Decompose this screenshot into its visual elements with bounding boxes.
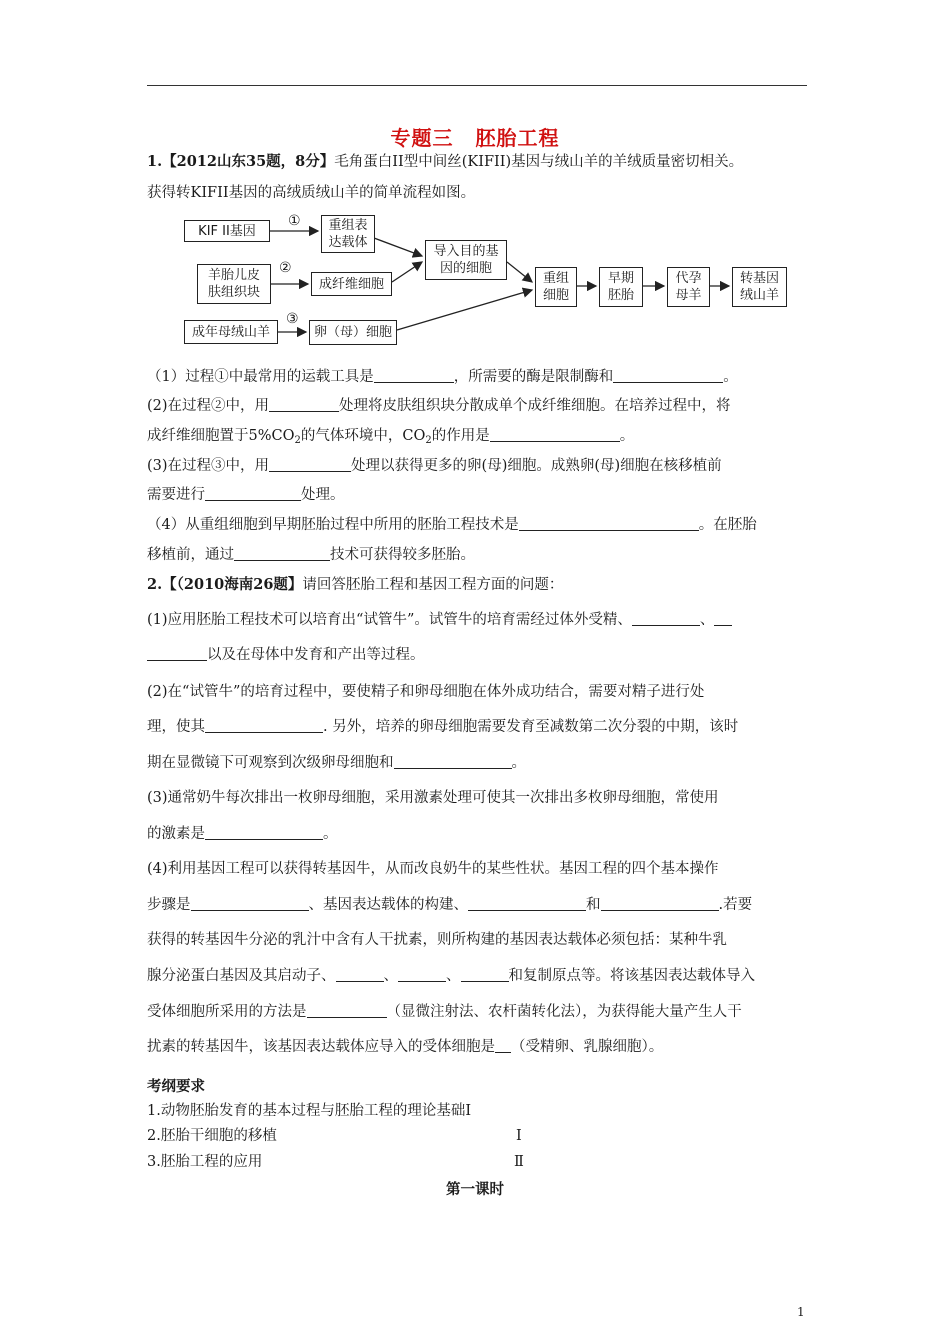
box-recombinant-cell: 重组 细胞 bbox=[535, 267, 577, 307]
q1-part2-line2: 成纤维细胞置于$5\%CO_2$的气体环境中，$CO_2$的作用是 。 bbox=[147, 428, 635, 446]
box-egg-cell: 卵（母）细胞 bbox=[309, 320, 397, 345]
q2-intro: 2.【（2010海南26题】请回答胚胎工程和基因工程方面的问题： bbox=[147, 576, 564, 593]
answer-blank[interactable] bbox=[205, 825, 323, 840]
box-recombinant-vector: 重组表 达载体 bbox=[321, 215, 375, 253]
box-target-cell: 导入目的基 因的细胞 bbox=[425, 240, 507, 280]
answer-blank[interactable] bbox=[398, 967, 446, 982]
syllabus-item-1: 1.动物胚胎发育的基本过程与胚胎工程的理论基础Ⅰ bbox=[147, 1103, 472, 1119]
answer-blank[interactable] bbox=[205, 486, 301, 501]
q1-intro-line-2: 获得转KIFII基因的高绒质绒山羊的简单流程如图。 bbox=[147, 185, 476, 201]
q2-part2-line3: 期在显微镜下可观察到次级卵母细胞和 。 bbox=[147, 755, 526, 771]
answer-blank[interactable] bbox=[461, 967, 509, 982]
q2-part4-line4: 腺分泌蛋白基因及其启动子、 、 、 和复制原点等。将该基因表达载体导入 bbox=[147, 968, 755, 984]
q1-intro-line-1: 1.【2012山东35题，8分】毛角蛋白II型中间丝(KIFII)基因与绒山羊的羊绒质量密切相关。 bbox=[147, 153, 744, 170]
q2-head: 2.【（2010海南26题】 bbox=[147, 576, 303, 593]
answer-blank[interactable] bbox=[269, 397, 339, 412]
q2-part4-line6: 扰素的转基因牛，该基因表达载体应导入的受体细胞是 （受精卵、乳腺细胞）。 bbox=[147, 1039, 664, 1055]
q2-part4-line3: 获得的转基因牛分泌的乳汁中含有人干扰素，则所构建的基因表达载体必须包括：某种牛乳 bbox=[147, 932, 727, 948]
q2-part3-line1: (3)通常奶牛每次排出一枚卵母细胞，采用激素处理可使其一次排出多枚卵母细胞，常使用 bbox=[147, 790, 719, 806]
answer-blank[interactable] bbox=[269, 457, 351, 472]
answer-blank[interactable] bbox=[519, 516, 699, 531]
page-title: 专题三 胚胎工程 bbox=[390, 126, 560, 150]
box-fetal-skin: 羊胎儿皮 肤组织块 bbox=[197, 264, 271, 304]
q2-part4-line5: 受体细胞所采用的方法是 （显微注射法、农杆菌转化法），为获得能大量产生人干 bbox=[147, 1004, 742, 1020]
answer-blank[interactable] bbox=[613, 368, 723, 383]
q2-part2-line2: 理，使其 . 另外，培养的卵母细胞需要发育至减数第二次分裂的中期，该时 bbox=[147, 719, 739, 735]
answer-blank[interactable] bbox=[147, 646, 207, 661]
answer-blank[interactable] bbox=[307, 1003, 387, 1018]
box-kif-gene: KIF II基因 bbox=[184, 220, 270, 242]
step-mark-1: ① bbox=[288, 213, 301, 229]
q2-part1-line2: 以及在母体中发育和产出等过程。 bbox=[147, 646, 425, 664]
q2-part3-line2: 的激素是 。 bbox=[147, 826, 338, 842]
q1-part3-line1: (3)在过程③中，用 处理以获得更多的卵(母)细胞。成熟卵(母)细胞在核移植前 bbox=[147, 458, 722, 474]
answer-blank[interactable] bbox=[468, 896, 586, 911]
step-mark-2: ② bbox=[279, 260, 292, 276]
syllabus-title: 考纲要求 bbox=[147, 1078, 205, 1095]
step-mark-3: ③ bbox=[286, 311, 299, 327]
answer-blank[interactable] bbox=[336, 967, 384, 982]
answer-blank[interactable] bbox=[374, 368, 454, 383]
box-early-embryo: 早期 胚胎 bbox=[599, 267, 643, 307]
header-rule bbox=[147, 85, 807, 86]
answer-blank[interactable] bbox=[234, 546, 330, 561]
q2-part4-line1: (4)利用基因工程可以获得转基因牛，从而改良奶牛的某些性状。基因工程的四个基本操作 bbox=[147, 861, 719, 877]
q1-flowchart bbox=[180, 210, 800, 355]
answer-blank[interactable] bbox=[495, 1038, 511, 1053]
answer-blank[interactable] bbox=[714, 611, 732, 626]
q1-part4-line1: （4）从重组细胞到早期胚胎过程中所用的胚胎工程技术是 。在胚胎 bbox=[147, 517, 757, 533]
answer-blank[interactable] bbox=[191, 896, 309, 911]
answer-blank[interactable] bbox=[205, 718, 323, 733]
box-adult-goat: 成年母绒山羊 bbox=[184, 320, 278, 344]
answer-blank[interactable] bbox=[490, 427, 620, 442]
q1-part1: （1）过程①中最常用的运载工具是 ，所需要的酶是限制酶和 。 bbox=[147, 369, 738, 385]
q1-part4-line2: 移植前，通过 技术可获得较多胚胎。 bbox=[147, 547, 475, 563]
syllabus-level-2: Ⅰ bbox=[516, 1128, 522, 1144]
q2-part2-line1: (2)在“试管牛”的培育过程中，要使精子和卵母细胞在体外成功结合，需要对精子进行处 bbox=[147, 684, 705, 700]
syllabus-item-3: 3.胚胎工程的应用 bbox=[147, 1154, 263, 1170]
answer-blank[interactable] bbox=[394, 754, 512, 769]
answer-blank[interactable] bbox=[632, 611, 700, 626]
box-surrogate: 代孕 母羊 bbox=[667, 267, 710, 307]
lesson-heading: 第一课时 bbox=[446, 1181, 504, 1198]
box-fibroblast: 成纤维细胞 bbox=[311, 272, 392, 296]
box-transgenic-goat: 转基因 绒山羊 bbox=[732, 267, 787, 307]
page-number: 1 bbox=[797, 1305, 805, 1319]
q1-part3-line2: 需要进行 处理。 bbox=[147, 487, 345, 503]
q1-head: 1.【2012山东35题，8分】 bbox=[147, 153, 335, 170]
answer-blank[interactable] bbox=[601, 896, 719, 911]
q2-part1-line1: (1)应用胚胎工程技术可以培育出“试管牛”。试管牛的培育需经过体外受精、 、 bbox=[147, 611, 732, 629]
syllabus-level-3: Ⅱ bbox=[514, 1154, 524, 1170]
q1-part2-line1: (2)在过程②中，用 处理将皮肤组织块分散成单个成纤维细胞。在培养过程中，将 bbox=[147, 398, 731, 414]
q2-part4-line2: 步骤是 、基因表达载体的构建、 和 .若要 bbox=[147, 897, 753, 913]
syllabus-item-2: 2.胚胎干细胞的移植 bbox=[147, 1128, 277, 1144]
